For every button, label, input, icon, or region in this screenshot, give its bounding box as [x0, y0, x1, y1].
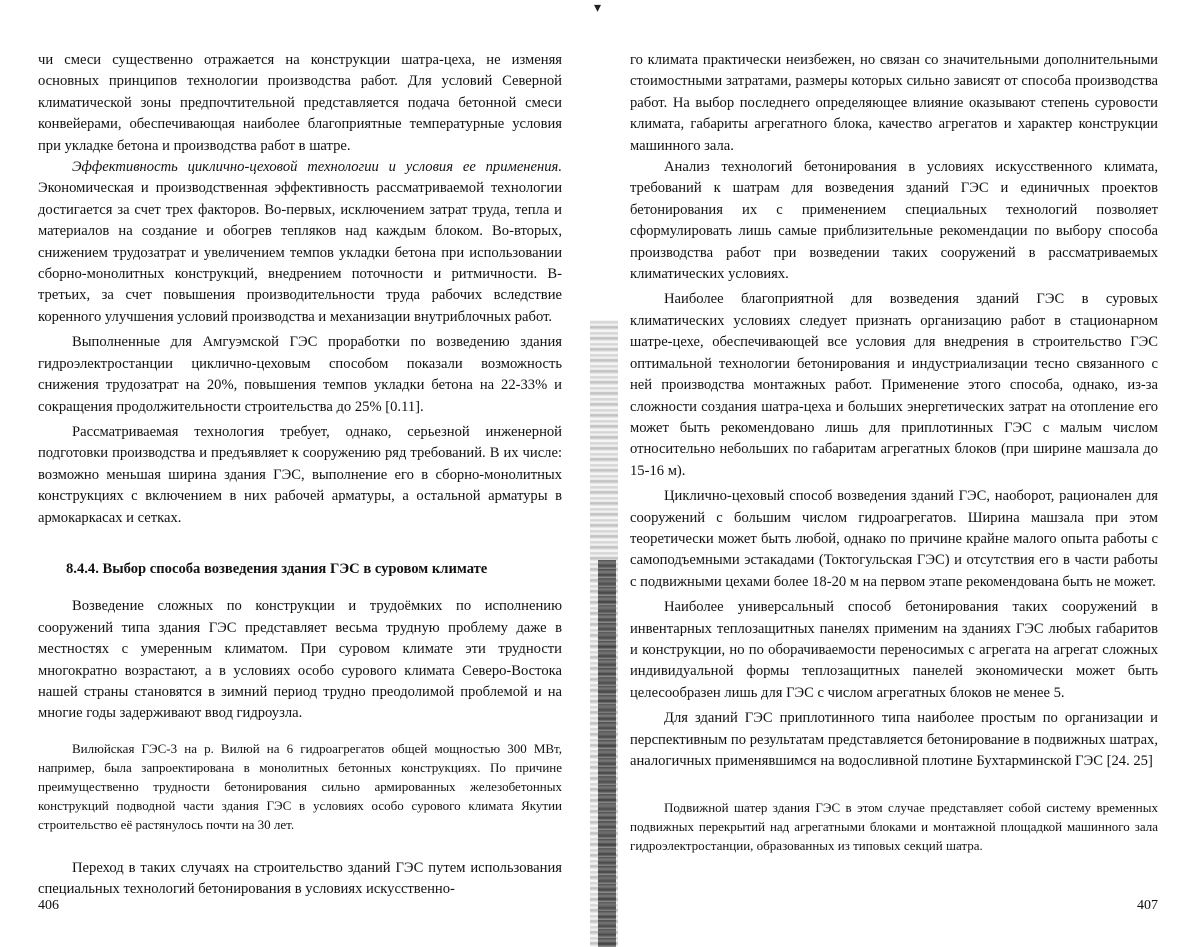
note-paragraph: Подвижной шатер здания ГЭС в этом случае представляет собой систему временных подвижных перекрытий над агрегатными блоками и монтажной площадкой машинного зала гидроэлектростанции, образованных из типовых секций шатра.: [630, 800, 1158, 854]
book-spine-edge: [598, 560, 616, 947]
paragraph: чи смеси существенно отражается на конструкции шатра-цеха, не изменяя основных принципов технологии производства работ. Для условий Северной климатической зоны предпочтительной представляется подача бетонной смеси конвейерами, обеспечивающая наиболее благоприятные температурные условия при укладке бетона и производства работ в шатре.: [38, 52, 562, 154]
paragraph: Для зданий ГЭС приплотинного типа наиболее простым по организации и перспективным по результатам представляется бетонирование в подвижных шатрах, аналогичных применявшимся на водосливной плотине Бухтарминской ГЭС [24. 25]: [630, 710, 1158, 769]
italic-lead: Эффективность циклично-цеховой технологии и условия ее применения.: [72, 159, 562, 176]
paragraph: Возведение сложных по конструкции и трудоёмких по исполнению сооружений типа здания ГЭС представляет весьма трудную проблему даже в местностях с умеренным климатом. При суровом климате эти трудности многократно возрастают, а в условиях особо сурового климата Северо-Востока нашей страны становятся в зимний период трудно преодолимой проблемой и на многие годы задерживают ввод гидроузла.: [38, 598, 562, 722]
left-page: [38, 50, 562, 901]
paragraph: Циклично-цеховый способ возведения зданий ГЭС, наоборот, рационален для сооружений с большим числом гидроагрегатов. Ширина машзала при этом теоретически может быть любой, однако по причине крайне малого опыта работы с самоподъемными эстакадами (Токтогульская ГЭС) и отсутствия его в части работы с подвижными цехами более 18-20 м на первом этапе рекомендована быть не может.: [630, 488, 1158, 590]
paragraph: Наиболее благоприятной для возведения зданий ГЭС в суровых климатических условиях следует признать организацию работ в стационарном шатре-цехе, обеспечивающей все условия для внедрения в строительство ГЭС оптимальной технологии бетонирования и индустриализации тесно связанного с ней производства монтажных работ. Применение этого способа, однако, из-за сложности создания шатра-цеха и больших энергетических затрат на отопление его может быть рекомендовано лишь для приплотинных ГЭС с малым числом относительно небольших по габаритам агрегатных блоков (при ширине машзала до 15-16 м).: [630, 291, 1158, 479]
paragraph: Выполненные для Амгуэмской ГЭС проработки по возведению здания гидроэлектростанции циклично-цеховым способом показали возможность снижения трудозатрат на 20%, повышения темпов укладки бетона на 22-33% и сокращения продолжительности строительства до 25% [0.11].: [38, 334, 562, 415]
paragraph: [38, 157, 562, 328]
paragraph-text: Экономическая и производственная эффективность рассматриваемой технологии достигается за счет трех факторов. Во-первых, исключением затрат труда, тепла и материалов на создание и обогрев тепляков над каждым блоком. Во-вторых, снижением трудозатрат и увеличением темпов укладки бетона при использовании сборно-монолитных конструкций, внедрением поточности и ритмичности. В-третьих, за счет повышения производительности труда рабочих вследствие коренного улучшения условий производства и механизации внутриблочных работ.: [38, 180, 562, 325]
note-paragraph: Вилюйская ГЭС-3 на р. Вилюй на 6 гидроагрегатов общей мощностью 300 МВт, например, была запроектирована в монолитных бетонных конструкциях. По причине преимущественно трудности бетонирования сильно армированных железобетонных конструкций подводной части здания ГЭС в условиях особо сурового климата Якутии строительство её растянулось почти на 30 лет.: [38, 740, 562, 832]
paragraph: Рассматриваемая технология требует, однако, серьезной инженерной подготовки производства и предъявляет к сооружению ряд требований. В их числе: возможно меньшая ширина здания ГЭС, выполнение его в сборно-монолитных конструкциях с включением в них рабочей арматуры, а остальной арматуры в армокаркасах и сетках.: [38, 423, 562, 526]
binding-mark: ▾: [594, 1, 602, 16]
paragraph: Наиболее универсальный способ бетонирования таких сооружений в инвентарных теплозащитных панелях применим на зданиях ГЭС любых габаритов и конструкции, но по оборачиваемости переносимых с агрегата на агрегат сложных индивидуальной формы теплозащитных панелей экономически может быть целесообразен лишь для ГЭС с числом агрегатных блоков не менее 5.: [630, 599, 1158, 701]
section-heading: 8.4.4. Выбор способа возведения здания ГЭС в суровом климате: [66, 560, 488, 577]
page-number-right: 407: [1137, 898, 1158, 913]
page-number-left: 406: [38, 898, 59, 913]
paragraph: го климата практически неизбежен, но связан со значительными дополнительными стоимостными затратами, размеры которых сильно зависят от способа производства работ. На выбор последнего определяющее влияние оказывают степень суровости климата, габариты агрегатного блока, качество агрегатов и характер конструкции машинного зала.: [630, 52, 1158, 154]
paragraph: Анализ технологий бетонирования в условиях искусственного климата, требований к шатрам для возведения зданий ГЭС и единичных проектов бетонирования их с применением специальных технологий позволяет сформулировать лишь самые приблизительные рекомендации по выбору способа производства работ при возведении таких сооружений в рассматриваемых климатических условиях.: [630, 159, 1158, 283]
paragraph: Переход в таких случаях на строительство зданий ГЭС путем использования специальных технологий бетонирования в условиях искусственно-: [38, 859, 562, 898]
right-page: [630, 50, 1158, 855]
